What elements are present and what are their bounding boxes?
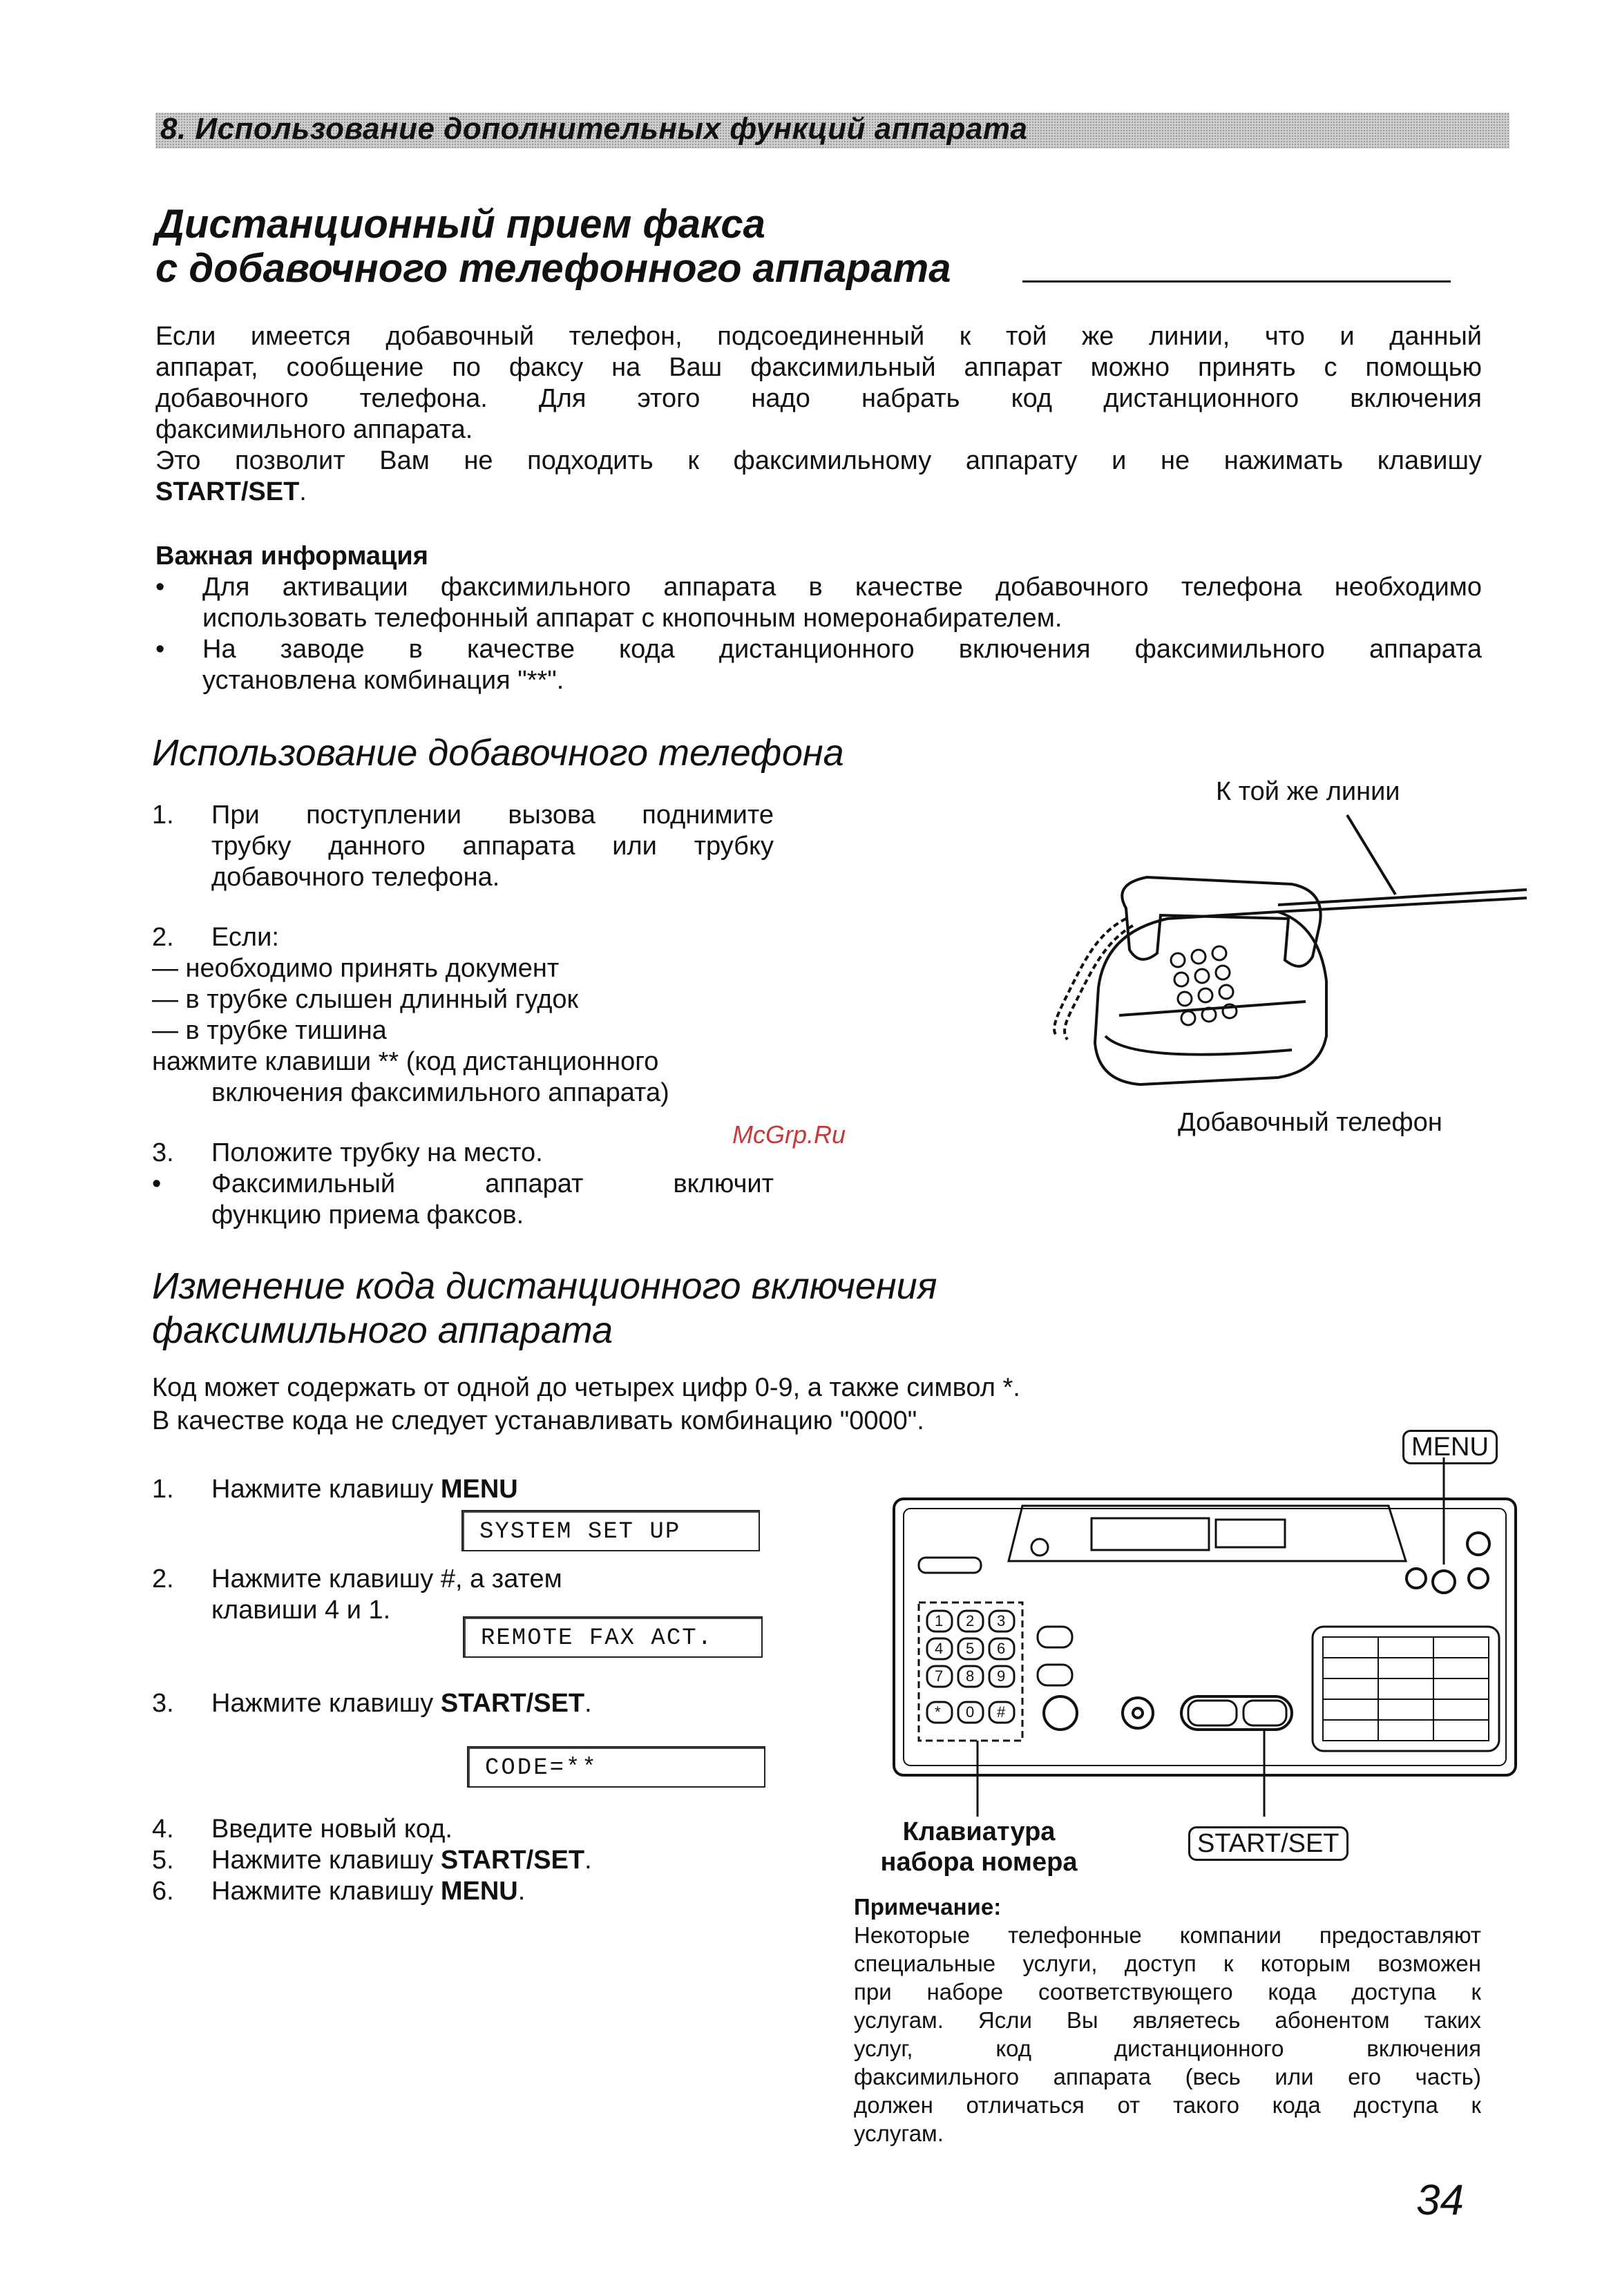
- step-3: [152, 1138, 774, 1169]
- section2-text-line: Код может содержать от одной до четырех цифр 0-9, а также символ *.: [152, 1373, 1020, 1402]
- bullet-icon: •: [152, 1169, 162, 1198]
- important-heading: Важная информация: [155, 542, 428, 571]
- svg-text:8: 8: [966, 1667, 975, 1685]
- line-label: К той же линии: [1216, 777, 1400, 806]
- note-block: [854, 1893, 1481, 2147]
- section2-heading-line2: факсимильного аппарата: [152, 1310, 613, 1351]
- lcd-display-1: SYSTEM SET UP: [461, 1510, 760, 1551]
- keypad-label-line: Клавиатура: [902, 1817, 1056, 1846]
- note-line: специальные услуги, доступ к которым возможен: [854, 1951, 1481, 1976]
- menu-key-label: MENU: [1402, 1430, 1498, 1464]
- step-text: Введите новый код.: [211, 1815, 452, 1844]
- intro-line: Это позволит Вам не подходить к факсимильному аппарату и не нажимать клавишу: [155, 446, 1482, 475]
- svg-text:6: 6: [997, 1640, 1006, 1657]
- step-number: 2.: [152, 923, 174, 952]
- step-text: клавиши 4 и 1.: [211, 1596, 391, 1625]
- step-text: Нажмите клавишу: [211, 1475, 441, 1504]
- s2-steps-4-6: [152, 1814, 592, 1907]
- section1-heading: Использование добавочного телефона: [152, 732, 844, 774]
- step-line: нажмите клавиши ** (код дистанционного: [152, 1047, 659, 1076]
- section1-steps: [152, 800, 774, 1231]
- intro-line: факсимильного аппарата.: [155, 415, 473, 444]
- step-dash-line: — в трубке слышен длинный гудок: [152, 985, 579, 1014]
- important-list: [155, 572, 1482, 696]
- s2-step-3: [152, 1688, 592, 1719]
- note-line: при наборе соответствующего кода доступа к: [854, 1979, 1481, 2005]
- step-text: Нажмите клавишу: [211, 1689, 441, 1718]
- step-text: Нажмите клавишу: [211, 1877, 441, 1906]
- intro-line: добавочного телефона. Для этого надо набрать код дистанционного включения: [155, 384, 1482, 413]
- intro-line: аппарат, сообщение по факсу на Ваш факсимильный аппарат можно принять с помощью: [155, 353, 1482, 382]
- page-title-line2: с добавочного телефонного аппарата: [155, 246, 951, 291]
- keypad-label-line: набора номера: [880, 1848, 1078, 1877]
- note-heading-text: Примечание: [854, 1894, 994, 1920]
- svg-text:0: 0: [966, 1703, 975, 1721]
- note-line: должен отличаться от такого кода доступа к: [854, 2092, 1481, 2118]
- step-1: [152, 800, 774, 893]
- punct: :: [993, 1894, 1002, 1920]
- intro-paragraph: [155, 321, 1482, 508]
- svg-text:*: *: [935, 1703, 941, 1721]
- start-set-key-text: START/SET: [155, 477, 300, 506]
- bullet-icon: •: [155, 635, 165, 664]
- step-text: Нажмите клавишу: [211, 1846, 441, 1875]
- step-number: 1.: [152, 1475, 174, 1504]
- important-line: Для активации факсимильного аппарата в качестве добавочного телефона необходимо: [202, 573, 1482, 602]
- punct: .: [299, 477, 307, 506]
- step-line: Факсимильный аппарат включит: [211, 1169, 774, 1198]
- important-item: [155, 572, 1482, 634]
- svg-text:9: 9: [997, 1667, 1006, 1685]
- extension-phone-illustration: [1029, 808, 1541, 1112]
- note-heading: [854, 1893, 1481, 1921]
- step-number: 6.: [152, 1877, 174, 1906]
- start-set-key-label: START/SET: [1188, 1826, 1348, 1861]
- note-line: факсимильного аппарата (весь или его часть): [854, 2064, 1481, 2089]
- step-number: 1.: [152, 801, 174, 830]
- step-line: добавочного телефона.: [211, 863, 500, 892]
- punct: .: [584, 1689, 592, 1718]
- note-line: услуг, код дистанционного включения: [854, 2036, 1481, 2061]
- intro-line: Если имеется добавочный телефон, подсоединенный к той же линии, что и данный: [155, 322, 1482, 351]
- keypad-label: [872, 1817, 1086, 1877]
- step-2: [152, 922, 774, 953]
- intro-line: [155, 477, 1482, 508]
- step-line: При поступлении вызова поднимите: [211, 801, 774, 830]
- important-line: использовать телефонный аппарат с кнопочным номеронабирателем.: [202, 604, 1062, 633]
- important-line: установлена комбинация "**".: [202, 666, 564, 695]
- start-set-key-text: START/SET: [440, 1689, 585, 1718]
- step-dash-line: — в трубке тишина: [152, 1016, 387, 1045]
- note-line: услугам.: [854, 2121, 944, 2146]
- step-line: трубку данного аппарата или трубку: [211, 832, 774, 861]
- lcd-display-2: REMOTE FAX ACT.: [463, 1616, 763, 1658]
- svg-text:2: 2: [966, 1612, 975, 1629]
- step-line: Положите трубку на место.: [211, 1138, 543, 1167]
- important-item: [155, 634, 1482, 696]
- title-rule: [1022, 280, 1451, 283]
- step-number: 4.: [152, 1815, 174, 1844]
- punct: .: [517, 1877, 526, 1906]
- step-line: включения факсимильного аппарата): [211, 1078, 669, 1107]
- watermark: McGrp.Ru: [732, 1120, 846, 1149]
- s2-step-1: [152, 1474, 518, 1505]
- page-title-line1: Дистанционный прием факса: [155, 202, 765, 247]
- svg-text:5: 5: [966, 1640, 975, 1657]
- step-3-result: [152, 1169, 774, 1231]
- phone-caption: Добавочный телефон: [1178, 1108, 1442, 1137]
- section-header-title: 8. Использование дополнительных функций аппарата: [160, 112, 1028, 146]
- step-number: 5.: [152, 1846, 174, 1875]
- menu-key-text: MENU: [440, 1877, 518, 1906]
- step-line: функцию приема факсов.: [211, 1200, 524, 1230]
- note-line: услугам. Ясли Вы являетесь абонентом таких: [854, 2007, 1481, 2033]
- step-number: 3.: [152, 1138, 174, 1167]
- svg-text:7: 7: [935, 1667, 944, 1685]
- svg-text:3: 3: [997, 1612, 1006, 1629]
- page-number: 34: [1416, 2177, 1464, 2224]
- step-number: 2.: [152, 1565, 174, 1594]
- important-line: На заводе в качестве кода дистанционного включения факсимильного аппарата: [202, 635, 1482, 664]
- step-dash-line: — необходимо принять документ: [152, 954, 560, 983]
- menu-key-text: MENU: [440, 1475, 518, 1504]
- step-line: Если:: [211, 923, 279, 952]
- note-line: Некоторые телефонные компании предоставляют: [854, 1922, 1481, 1948]
- start-set-key-text: START/SET: [440, 1846, 585, 1875]
- lcd-display-3: CODE=**: [467, 1746, 765, 1788]
- fax-control-panel-illustration: [891, 1457, 1527, 1817]
- svg-text:4: 4: [935, 1640, 944, 1657]
- svg-text:#: #: [997, 1703, 1006, 1721]
- punct: .: [584, 1846, 592, 1875]
- section2-text-line: В качестве кода не следует устанавливать комбинацию "0000".: [152, 1406, 924, 1435]
- section2-heading-line1: Изменение кода дистанционного включения: [152, 1265, 937, 1307]
- bullet-icon: •: [155, 573, 165, 602]
- svg-text:1: 1: [935, 1612, 944, 1629]
- step-text: Нажмите клавишу #, а затем: [211, 1565, 562, 1594]
- step-number: 3.: [152, 1689, 174, 1718]
